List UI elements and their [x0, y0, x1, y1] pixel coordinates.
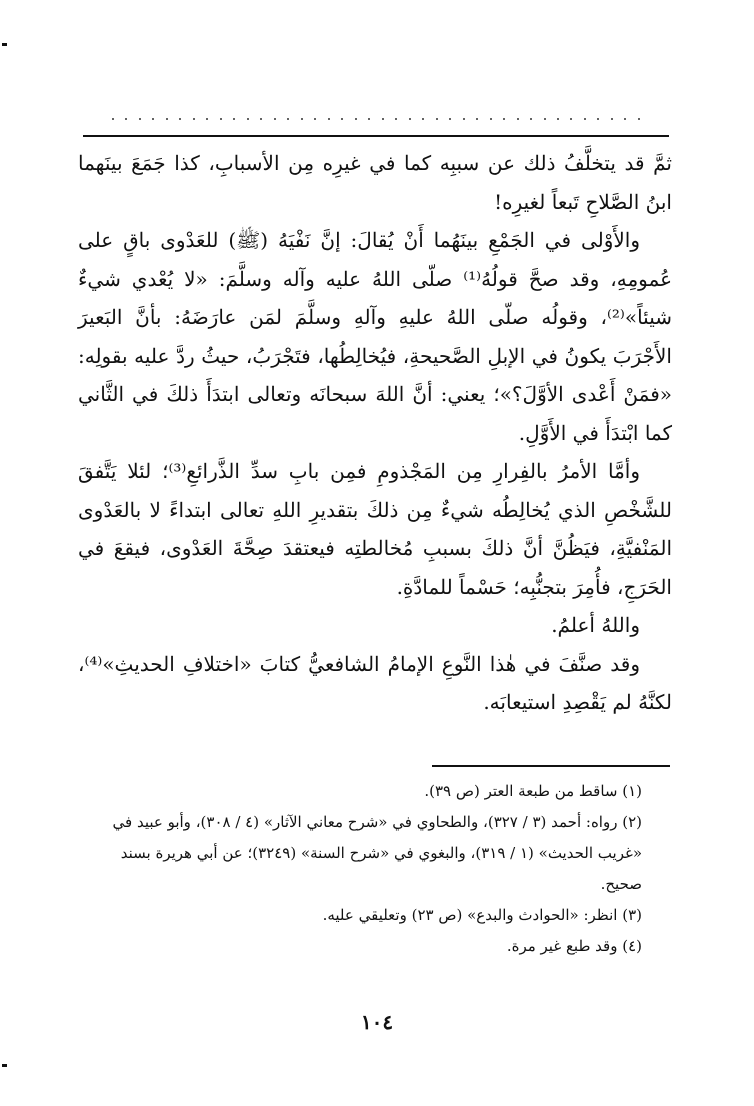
footnote: (٣) انظر: «الحوادث والبدع» (ص ٢٣) وتعليقي عليه.	[322, 906, 642, 924]
paragraph: وقد صنَّفَ في هٰذا النَّوعِ الإمامُ الشافعيُّ كتابَ «اختلافِ الحديثِ»⁽⁴⁾، لكنَّهُ لم يَقْصِدِ استيعابَه.	[78, 651, 672, 714]
header-rule	[83, 135, 669, 137]
page-number: ١٠٤	[360, 1010, 394, 1034]
paragraph: ثمَّ قد يتخلَّفُ ذلك عن سببِه كما في غيرِه مِن الأسبابِ، كذا جَمَعَ بينَهما ابنُ الصَّلاحِ تَبعاً لغيرِه!	[78, 151, 672, 214]
main-text	[78, 144, 672, 722]
paragraph: والأَوْلى في الجَمْعِ بينَهُما أَنْ يُقالَ: إنَّ نَفْيَهُ (ﷺ) للعَدْوى باقٍ على عُمومِهِ، وقد صحَّ قولُهُ⁽¹⁾ صلّى اللهُ عليه وآله وسلَّمَ: «لا يُعْدي شيءٌ شيئاً»⁽²⁾، وقولُه صلّى اللهُ عليهِ وآلهِ وسلَّمَ لمَن عارَضَهُ: بأنَّ البَعيرَ الأَجْرَبَ يكونُ في الإبلِ الصَّحيحةِ، فيُخالِطُها، فتَجْرَبُ، حيثُ ردَّ عليه بقولِه: «فمَنْ أَعْدى الأوَّلَ؟»؛ يعني: أنَّ اللهَ سبحانَه وتعالى ابتدَأَ ذلكَ في الثَّاني كما ابْتدَأَ في الأَوَّلِ.	[78, 228, 673, 445]
paragraph: وأمَّا الأمرُ بالفِرارِ مِن المَجْذومِ فمِن بابِ سدِّ الذَّرائعِ⁽³⁾؛ لئلا يَتَّفقَ للشَّخْصِ الذي يُخالِطُه شيءٌ مِن ذلكَ بتقديرِ اللهِ تعالى ابتداءً لا بالعَدْوى المَنْفيَّةِ، فيَظُنَّ أنَّ ذلكَ بسببِ مُخالطتِه فيعتقدَ صِحَّةَ العَدْوى، فيقعَ في الحَرَجِ، فأُمِرَ بتجنُّبِه؛ حَسْماً للمادَّةِ.	[78, 459, 672, 599]
paragraph: واللهُ أعلمُ.	[551, 613, 640, 637]
footnote: (٤) وقد طبع غير مرة.	[506, 937, 642, 955]
footnotes	[80, 776, 672, 962]
margin-mark	[2, 43, 7, 46]
footnote: (١) ساقط من طبعة العتر (ص ٣٩).	[424, 782, 642, 800]
margin-mark	[2, 1064, 7, 1067]
footnote-separator	[432, 765, 670, 767]
header-dotted-line	[112, 112, 640, 126]
footnote: (٢) رواه: أحمد (٣ / ٣٢٧)، والطحاوي في «شرح معاني الآثار» (٤ / ٣٠٨)، وأبو عبيد في «غريب الحديث» (١ / ٣١٩)، والبغوي في «شرح السنة» (٣٢٤٩)؛ عن أبي هريرة بسند صحيح.	[112, 813, 642, 893]
